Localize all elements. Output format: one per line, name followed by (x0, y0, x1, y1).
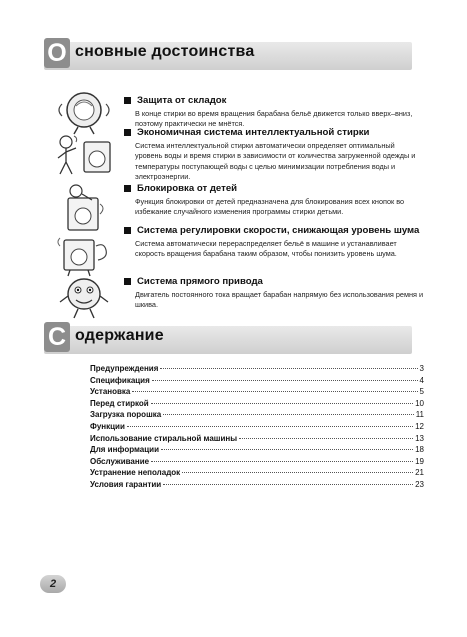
toc-entry[interactable]: Спецификация 4 (90, 375, 424, 385)
washer-character-icon (54, 132, 116, 182)
feature-title: Экономичная система интеллектуальной стирки (137, 127, 370, 138)
toc-entry[interactable]: Использование стиральной машины 13 (90, 433, 424, 443)
feature-wrinkle-protection (124, 95, 424, 130)
feature-description: В конце стирки во время вращения барабана бельё движется только вверх–вниз, поэтому практически не мнётся. (135, 109, 413, 129)
section-header-features (44, 38, 412, 70)
feature-noise-control (124, 225, 424, 260)
toc-entry[interactable]: Обслуживание 19 (90, 456, 424, 466)
feature-description: Система интеллектуальной стирки автоматически определяет оптимальный уровень воды и время стирки в зависимости от количества загруженной одежды и температуры поступающей воды с целью минимизации потребления воды и электроэнергии. (135, 141, 416, 182)
feature-title: Система регулировки скорости, снижающая уровень шума (137, 225, 420, 236)
quiet-washer-icon (54, 228, 116, 278)
toc-entry[interactable]: Для информации 18 (90, 445, 424, 455)
bullet-square-icon (124, 97, 131, 104)
bullet-square-icon (124, 129, 131, 136)
bullet-square-icon (124, 227, 131, 234)
feature-description: Двигатель постоянного тока вращает барабан напрямую без использования ремня и шкива. (135, 290, 424, 310)
bullet-square-icon (124, 185, 131, 192)
motor-character-icon (54, 272, 116, 322)
toc-entry[interactable]: Загрузка порошка 11 (90, 410, 424, 420)
header-title: сновные достоинства (75, 43, 255, 60)
toc-entry[interactable]: Перед стиркой 10 (90, 398, 424, 408)
toc-entry[interactable]: Условия гарантии 23 (90, 479, 424, 489)
feature-description: Система автоматически перераспределяет бельё в машине и устанавливает скорость вращения барабана таким образом, чтобы понизить уровень шума. (135, 239, 397, 259)
child-lock-icon (54, 184, 116, 234)
section-header-contents (44, 322, 412, 354)
toc-entry[interactable]: Предупреждения 3 (90, 364, 424, 373)
toc-entry[interactable]: Установка 5 (90, 387, 424, 397)
toc-entry[interactable]: Устранение неполадок 21 (90, 468, 424, 478)
table-of-contents (90, 364, 424, 492)
feature-title: Защита от складок (137, 95, 227, 106)
feature-child-lock (124, 183, 424, 218)
feature-title: Блокировка от детей (137, 183, 238, 194)
feature-description: Функция блокировки от детей предназначена для блокирования всех кнопок во избежание случайного изменения программы стирки детьми. (135, 197, 405, 217)
feature-intelligent-wash (124, 127, 424, 183)
header-initial-letter: О (44, 38, 70, 68)
drum-character-icon (54, 86, 116, 136)
toc-entry[interactable]: Функции 12 (90, 421, 424, 431)
header-initial-letter: С (44, 322, 70, 352)
bullet-square-icon (124, 278, 131, 285)
feature-title: Система прямого привода (137, 276, 263, 287)
page-number: 2 (40, 575, 66, 593)
header-title: одержание (75, 327, 164, 344)
feature-direct-drive (124, 276, 424, 311)
